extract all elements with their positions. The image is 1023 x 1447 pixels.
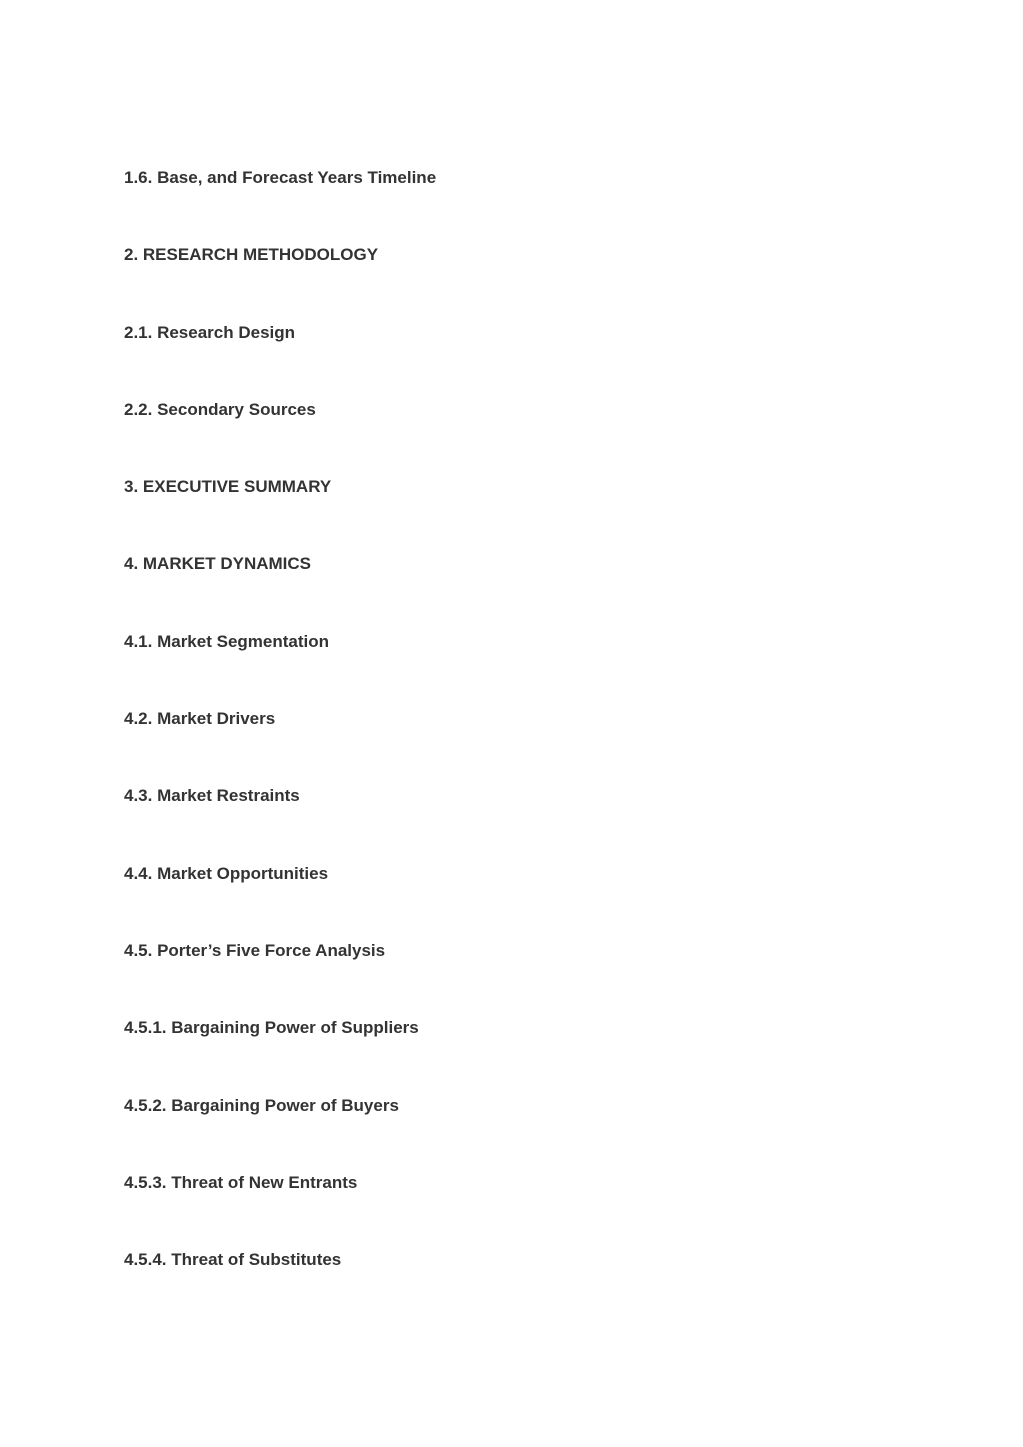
toc-entry-market-segmentation: 4.1. Market Segmentation bbox=[124, 631, 330, 651]
toc-entry-market-opportunities: 4.4. Market Opportunities bbox=[124, 863, 329, 883]
toc-entry-secondary-sources: 2.2. Secondary Sources bbox=[124, 399, 316, 419]
toc-entry-market-drivers: 4.2. Market Drivers bbox=[124, 709, 276, 729]
toc-entry-threat-substitutes: 4.5.4. Threat of Substitutes bbox=[124, 1250, 342, 1270]
toc-entry-porters-five-force-analysis: 4.5. Porter’s Five Force Analysis bbox=[124, 940, 386, 960]
toc-entry-threat-new-entrants: 4.5.3. Threat of New Entrants bbox=[124, 1172, 358, 1192]
toc-entry-market-dynamics: 4. MARKET DYNAMICS bbox=[124, 554, 312, 574]
toc-entry-bargaining-power-buyers: 4.5.2. Bargaining Power of Buyers bbox=[124, 1095, 399, 1115]
toc-entry-base-forecast-years-timeline: 1.6. Base, and Forecast Years Timeline bbox=[124, 168, 437, 187]
toc-entry-bargaining-power-suppliers: 4.5.1. Bargaining Power of Suppliers bbox=[124, 1018, 419, 1038]
table-of-contents bbox=[124, 167, 436, 1326]
toc-entry-research-methodology: 2. RESEARCH METHODOLOGY bbox=[124, 245, 379, 265]
toc-entry-executive-summary: 3. EXECUTIVE SUMMARY bbox=[124, 477, 332, 497]
toc-entry-market-restraints: 4.3. Market Restraints bbox=[124, 786, 300, 806]
toc-entry-research-design: 2.1. Research Design bbox=[124, 322, 296, 342]
